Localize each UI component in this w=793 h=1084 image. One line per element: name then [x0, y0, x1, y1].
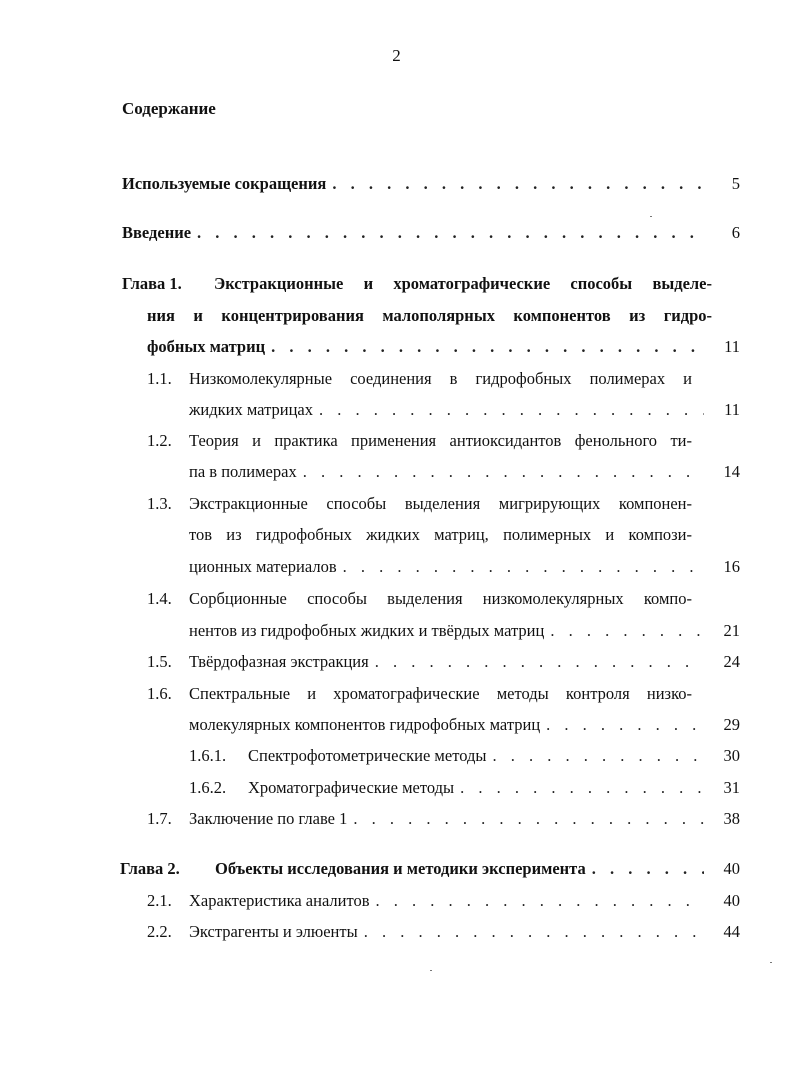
toc-entry-title-line: Спектральные и хроматографические методы контроля низко-: [189, 684, 692, 703]
section-number: 2.1.: [147, 891, 172, 910]
section-number: 1.6.2.: [189, 778, 227, 797]
toc-line: [122, 273, 712, 295]
toc-entry-page: 6: [731, 223, 740, 242]
scan-speck: [650, 216, 652, 217]
section-number: 1.4.: [147, 589, 172, 608]
section-number: 1.3.: [147, 494, 172, 513]
dot-leader: [370, 890, 704, 912]
dot-leader: [297, 461, 704, 483]
dot-leader: [454, 777, 704, 799]
toc-line: [147, 368, 692, 390]
section-number: 1.2.: [147, 431, 172, 450]
toc-entry-page: 40: [723, 891, 740, 910]
page-title: Содержание: [122, 99, 216, 118]
toc-entry-page: 40: [723, 859, 740, 878]
toc-line: [147, 588, 692, 610]
section-number: 1.1.: [147, 369, 172, 388]
toc-entry-page: 16: [723, 557, 740, 576]
toc-entry-title: Твёрдофазная экстракция: [189, 652, 369, 671]
toc-entry-title: Заключение по главе 1: [189, 809, 348, 828]
section-number: 1.6.1.: [189, 746, 227, 765]
toc-entry-page: 5: [731, 174, 740, 193]
dot-leader: [358, 921, 704, 943]
dot-leader: [586, 858, 704, 880]
page-number: 2: [392, 46, 401, 65]
toc-entry-title-line: жидких матрицах: [189, 400, 313, 419]
toc-entry-1-6-2[interactable]: [189, 777, 740, 799]
chapter-number: Глава 2.: [120, 859, 180, 878]
toc-entry-title-line: Сорбционные способы выделения низкомолекулярных компо-: [189, 589, 692, 608]
toc-entry-page: 24: [723, 652, 740, 671]
dot-leader: [544, 620, 704, 642]
toc-entry-page: 44: [723, 922, 740, 941]
toc-entry-title-line: молекулярных компонентов гидрофобных матриц: [189, 715, 541, 734]
toc-entry-title: Экстрагенты и элюенты: [189, 922, 358, 941]
toc-entry-title-line: ционных материалов: [189, 557, 337, 576]
toc-entry-title-line: Экстракционные способы выделения мигрирующих компонен-: [189, 494, 692, 513]
toc-entry-page: 29: [723, 715, 740, 734]
toc-line: [189, 399, 740, 421]
toc-entry-1-6-1[interactable]: [189, 745, 740, 767]
section-number: 1.7.: [147, 809, 172, 828]
toc-entry-title-line: Экстракционные и хроматографические способы выделе-: [214, 274, 712, 293]
toc-entry-title: Введение: [122, 223, 192, 242]
toc-entry-page: 14: [723, 462, 740, 481]
toc-entry-title: Спектрофотометрические методы: [248, 746, 487, 765]
toc-entry-2-2[interactable]: [147, 921, 740, 943]
toc-entry-title: Используемые сокращения: [122, 174, 327, 193]
toc-line: [189, 556, 740, 578]
toc-entry-title-line: нентов из гидрофобных жидких и твёрдых матриц: [189, 621, 545, 640]
toc-entry-1-5[interactable]: [147, 651, 740, 673]
section-number: 2.2.: [147, 922, 172, 941]
toc-entry-chapter-2[interactable]: [120, 858, 740, 880]
dot-leader: [313, 399, 704, 421]
toc-entry-abbreviations[interactable]: [122, 173, 740, 195]
toc-entry-title: Характеристика аналитов: [189, 891, 370, 910]
scan-speck: [770, 962, 772, 963]
toc-entry-page: 11: [724, 400, 740, 419]
toc-line: [147, 683, 692, 705]
toc-entry-title-line: па в полимерах: [189, 462, 297, 481]
dot-leader: [337, 556, 704, 578]
toc-entry-title: Объекты исследования и методики эксперимента: [215, 859, 586, 878]
toc-entry-title: Хроматографические методы: [248, 778, 455, 797]
dot-leader: [540, 714, 704, 736]
scan-speck: [430, 970, 432, 971]
section-number: 1.5.: [147, 652, 172, 671]
dot-leader: [265, 336, 704, 358]
toc-entry-introduction[interactable]: [122, 222, 740, 244]
toc-entry-page: 38: [723, 809, 740, 828]
dot-leader: [347, 808, 704, 830]
chapter-number: Глава 1.: [122, 274, 182, 293]
toc-entry-page: 21: [723, 621, 740, 640]
toc-line: [189, 461, 740, 483]
toc-entry-page: 31: [723, 778, 740, 797]
section-number: 1.6.: [147, 684, 172, 703]
dot-leader: [486, 745, 704, 767]
toc-entry-title-line: Теория и практика применения антиоксидантов фенольного ти-: [189, 431, 692, 450]
toc-line: [189, 714, 740, 736]
toc-entry-title-line: ния и концентрирования малополярных компонентов из гидро-: [147, 306, 712, 325]
toc-entry-title-line: фобных матриц: [147, 337, 266, 356]
dot-leader: [369, 651, 704, 673]
toc-entry-1-7[interactable]: [147, 808, 740, 830]
toc-entry-title-line: тов из гидрофобных жидких матриц, полимерных и компози-: [189, 525, 692, 544]
toc-entry-title-line: Низкомолекулярные соединения в гидрофобных полимерах и: [189, 369, 692, 388]
toc-line: [189, 620, 740, 642]
toc-line: [147, 430, 692, 452]
toc-entry-2-1[interactable]: [147, 890, 740, 912]
toc-line: [147, 493, 692, 515]
dot-leader: [326, 173, 704, 195]
dot-leader: [191, 222, 704, 244]
toc-entry-page: 11: [724, 337, 740, 356]
toc-line: [147, 336, 740, 358]
toc-entry-page: 30: [723, 746, 740, 765]
